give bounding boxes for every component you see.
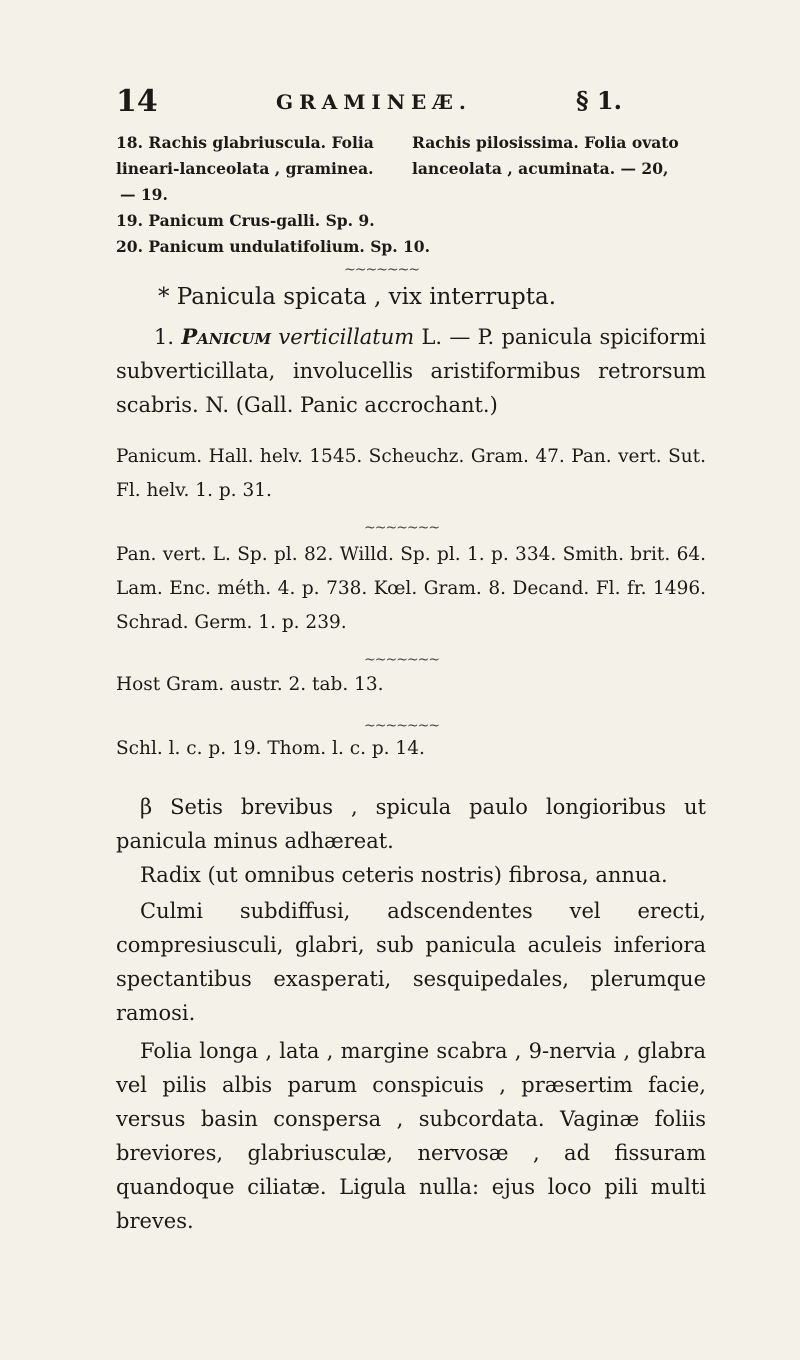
synonym-paragraph: Panicum. Hall. helv. 1545. Scheuchz. Gram. 47. Pan. vert. Sut. Fl. helv. 1. p. 31.	[116, 446, 706, 501]
species-number: 1.	[154, 325, 175, 349]
key-left-text: lineari-lanceolata , graminea.	[116, 159, 374, 178]
section-number: § 1.	[576, 86, 622, 115]
page-number: 14	[116, 84, 158, 119]
species-diagnosis: — P. panicula spiciformi subverticillata, involucellis aristiformibus retrorsum scabris. N.	[116, 325, 706, 417]
species-author: L.	[421, 325, 443, 349]
key-number: 20.	[116, 237, 143, 256]
key-left-text: — 19.	[120, 185, 168, 204]
key-row	[116, 208, 696, 234]
radix-paragraph: Radix (ut omnibus ceteris nostris) fibrosa, annua.	[140, 863, 668, 887]
ornament-divider: ~~~~~~~	[364, 520, 440, 536]
key-right-text: lanceolata , acuminata. — 20,	[412, 159, 669, 178]
ornament-divider: ~~~~~~~	[364, 718, 440, 734]
synonym-paragraph: Schl. l. c. p. 19. Thom. l. c. p. 14.	[116, 738, 425, 759]
culmi-paragraph: Culmi subdiffusi, adscendentes vel erecti, compresiusculi, glabri, sub panicula aculeis inferiora spectantibus exasperati, sesquipedales, plerumque ramosi.	[116, 899, 706, 1025]
key-row	[116, 156, 696, 182]
species-vernacular: (Gall. Panic accrochant.)	[235, 393, 498, 417]
key-left-text: Panicum Crus-galli. Sp. 9.	[148, 211, 375, 230]
key-row	[116, 182, 696, 208]
synonym-paragraph: Pan. vert. L. Sp. pl. 82. Willd. Sp. pl. 1. p. 334. Smith. brit. 64. Lam. Enc. méth. 4. p. 738. Kœl. Gram. 8. Decand. Fl. fr. 1496. Schrad. Germ. 1. p. 239.	[116, 544, 706, 633]
species-entry	[116, 320, 706, 422]
page-header	[116, 84, 676, 122]
species-genus: Panicum	[181, 324, 272, 349]
key-left-text: Panicum undulatifolium. Sp. 10.	[148, 237, 430, 256]
variety-beta: β Setis brevibus , spicula paulo longioribus ut panicula minus adhæreat.	[116, 795, 706, 853]
identification-key	[116, 130, 696, 260]
key-row	[116, 130, 696, 156]
key-row	[116, 234, 696, 260]
synonym-paragraph: Host Gram. austr. 2. tab. 13.	[116, 674, 384, 695]
ornament-divider: ~~~~~~~	[344, 262, 420, 278]
species-epithet: verticillatum	[278, 325, 415, 349]
key-number: 19.	[116, 211, 143, 230]
running-title: GRAMINEÆ.	[276, 90, 472, 114]
ornament-divider: ~~~~~~~	[364, 652, 440, 668]
key-left-text: Rachis glabriuscula. Folia	[148, 133, 374, 152]
folia-paragraph: Folia longa , lata , margine scabra , 9-nervia , glabra vel pilis albis parum conspicuis , præsertim facie, versus basin conspersa , subcordata. Vaginæ foliis breviores, glabriusculæ, nervosæ , ad fissuram quandoque ciliatæ. Ligula nulla: ejus loco pili multi breves.	[116, 1039, 706, 1233]
key-right-text: Rachis pilosissima. Folia ovato	[412, 133, 679, 152]
section-heading: * Panicula spicata , vix interrupta.	[158, 284, 557, 310]
key-number: 18.	[116, 133, 143, 152]
